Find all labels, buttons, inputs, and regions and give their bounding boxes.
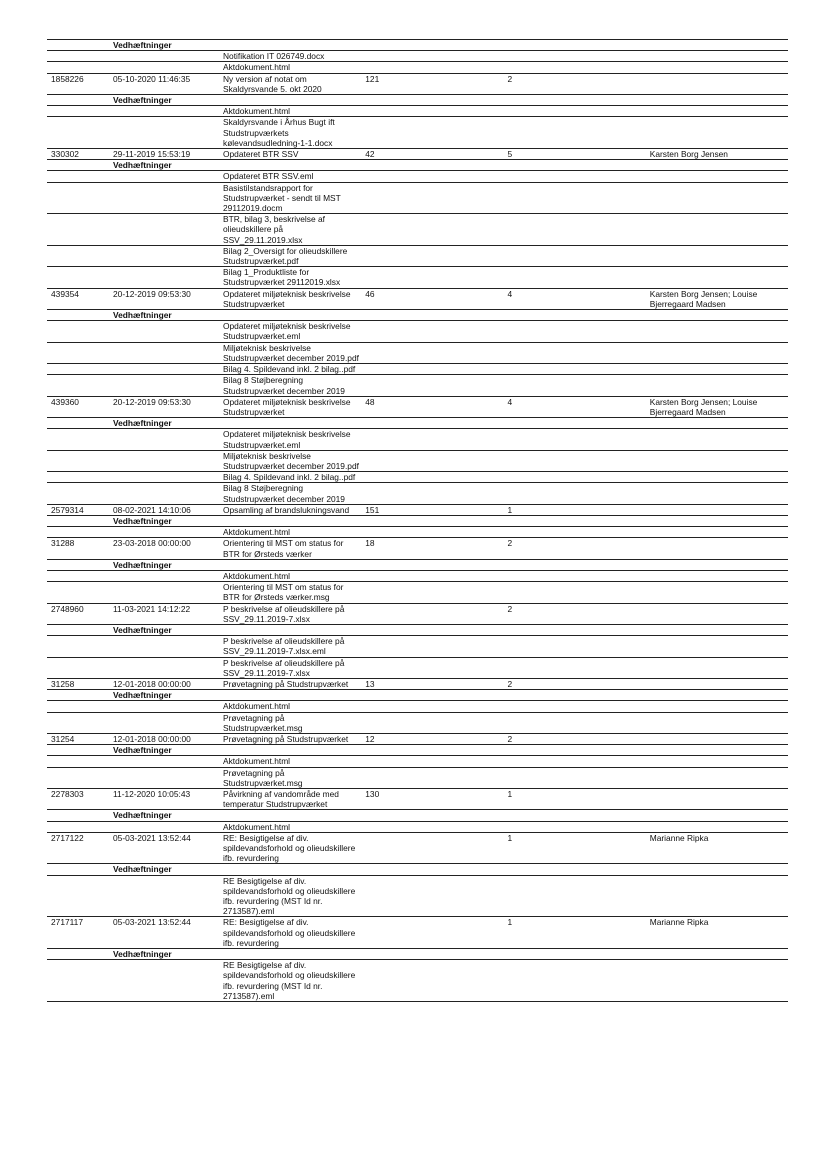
- record-title: Opdateret BTR SSV: [219, 149, 361, 160]
- attachment-row: [47, 767, 788, 788]
- attachment-filename[interactable]: P beskrivelse af olieudskillere på SSV_29.11.2019-7.xlsx.eml: [219, 636, 361, 657]
- empty-cell: [47, 245, 109, 266]
- empty-cell: [109, 51, 219, 62]
- record-persons: [646, 603, 788, 624]
- attachments-header-row: [47, 418, 788, 429]
- record-id: 31288: [47, 538, 109, 559]
- empty-cell: [109, 171, 219, 182]
- empty-cell: [109, 875, 219, 917]
- attachment-row: [47, 483, 788, 504]
- empty-cell: [109, 712, 219, 733]
- attachments-label: Vedhæftninger: [109, 745, 219, 756]
- empty-cell: [47, 864, 109, 875]
- empty-cell: [109, 342, 219, 363]
- empty-cell: [361, 117, 788, 149]
- empty-cell: [361, 472, 788, 483]
- empty-cell: [361, 960, 788, 1002]
- empty-cell: [109, 429, 219, 450]
- empty-cell: [47, 527, 109, 538]
- attachment-filename[interactable]: Orientering til MST om status for BTR for Ørsteds værker.msg: [219, 582, 361, 603]
- empty-cell: [361, 106, 788, 117]
- attachment-row: [47, 712, 788, 733]
- empty-cell: [47, 756, 109, 767]
- attachment-filename[interactable]: Opdateret BTR SSV.eml: [219, 171, 361, 182]
- attachment-filename[interactable]: Prøvetagning på Studstrupværket.msg: [219, 712, 361, 733]
- attachments-label: Vedhæftninger: [109, 95, 219, 106]
- record-persons: [646, 504, 788, 515]
- attachments-label: Vedhæftninger: [109, 690, 219, 701]
- empty-cell: [47, 364, 109, 375]
- empty-cell: [109, 245, 219, 266]
- records-table: [47, 40, 788, 1002]
- record-count: 1: [504, 789, 646, 810]
- document-sheet: [47, 39, 788, 1002]
- record-row: [47, 149, 788, 160]
- empty-cell: [47, 472, 109, 483]
- record-id: 1858226: [47, 73, 109, 94]
- record-pages: 46: [361, 288, 503, 309]
- record-id: 2717117: [47, 917, 109, 949]
- empty-cell: [47, 321, 109, 342]
- record-title: Påvirkning af vandområde med temperatur Studstrupværket: [219, 789, 361, 810]
- attachments-label: Vedhæftninger: [109, 810, 219, 821]
- record-id: 2579314: [47, 504, 109, 515]
- record-count: 4: [504, 288, 646, 309]
- attachments-header-row: [47, 810, 788, 821]
- record-persons: Karsten Borg Jensen; Louise Bjerregaard Madsen: [646, 396, 788, 417]
- record-pages: 42: [361, 149, 503, 160]
- attachment-filename[interactable]: Prøvetagning på Studstrupværket.msg: [219, 767, 361, 788]
- record-row: [47, 917, 788, 949]
- empty-cell: [361, 321, 788, 342]
- attachments-header-row: [47, 690, 788, 701]
- attachments-header-row: [47, 949, 788, 960]
- attachment-row: [47, 527, 788, 538]
- empty-cell: [361, 364, 788, 375]
- attachment-row: [47, 51, 788, 62]
- record-row: [47, 538, 788, 559]
- record-row: [47, 678, 788, 689]
- empty-cell: [219, 515, 788, 526]
- empty-cell: [361, 342, 788, 363]
- empty-cell: [361, 875, 788, 917]
- empty-cell: [109, 483, 219, 504]
- record-id: 2717122: [47, 832, 109, 864]
- empty-cell: [109, 214, 219, 246]
- empty-cell: [47, 559, 109, 570]
- empty-cell: [109, 117, 219, 149]
- empty-cell: [361, 636, 788, 657]
- record-date: 23-03-2018 00:00:00: [109, 538, 219, 559]
- attachment-row: [47, 582, 788, 603]
- record-title: P beskrivelse af olieudskillere på SSV_29.11.2019-7.xlsx: [219, 603, 361, 624]
- record-persons: Marianne Ripka: [646, 832, 788, 864]
- attachments-label: Vedhæftninger: [109, 559, 219, 570]
- empty-cell: [47, 701, 109, 712]
- empty-cell: [47, 745, 109, 756]
- empty-cell: [361, 657, 788, 678]
- attachment-filename[interactable]: Aktdokument.html: [219, 756, 361, 767]
- record-date: 11-03-2021 14:12:22: [109, 603, 219, 624]
- empty-cell: [47, 875, 109, 917]
- empty-cell: [361, 375, 788, 396]
- attachment-row: [47, 214, 788, 246]
- record-date: 08-02-2021 14:10:06: [109, 504, 219, 515]
- record-date: 12-01-2018 00:00:00: [109, 734, 219, 745]
- record-title: Ny version af notat om Skaldyrsvande 5. okt 2020: [219, 73, 361, 94]
- empty-cell: [47, 342, 109, 363]
- attachments-label: Vedhæftninger: [109, 864, 219, 875]
- attachment-filename[interactable]: RE Besigtigelse af div. spildevandsforhold og olieudskillere ifb. revurdering (MST Id nr. 2713587).eml: [219, 960, 361, 1002]
- record-id: 330302: [47, 149, 109, 160]
- empty-cell: [361, 429, 788, 450]
- record-id: 31254: [47, 734, 109, 745]
- attachments-header-row: [47, 95, 788, 106]
- empty-cell: [47, 117, 109, 149]
- record-title: Orientering til MST om status for BTR for Ørsteds værker: [219, 538, 361, 559]
- empty-cell: [47, 95, 109, 106]
- record-pages: [361, 603, 503, 624]
- empty-cell: [219, 40, 788, 51]
- attachments-label: Vedhæftninger: [109, 310, 219, 321]
- record-id: 439354: [47, 288, 109, 309]
- attachment-filename[interactable]: Aktdokument.html: [219, 527, 361, 538]
- attachment-row: [47, 429, 788, 450]
- record-pages: 121: [361, 73, 503, 94]
- empty-cell: [47, 690, 109, 701]
- empty-cell: [109, 450, 219, 471]
- empty-cell: [361, 756, 788, 767]
- empty-cell: [47, 712, 109, 733]
- empty-cell: [109, 756, 219, 767]
- record-count: 1: [504, 504, 646, 515]
- empty-cell: [109, 527, 219, 538]
- attachments-label: Vedhæftninger: [109, 624, 219, 635]
- empty-cell: [361, 171, 788, 182]
- record-count: 2: [504, 678, 646, 689]
- attachment-filename[interactable]: Opdateret miljøteknisk beskrivelse Studstrupværket.eml: [219, 321, 361, 342]
- record-title: RE: Besigtigelse af div. spildevandsforhold og olieudskillere ifb. revurdering: [219, 832, 361, 864]
- attachment-filename[interactable]: Aktdokument.html: [219, 106, 361, 117]
- empty-cell: [361, 182, 788, 214]
- record-date: 12-01-2018 00:00:00: [109, 678, 219, 689]
- attachment-row: [47, 342, 788, 363]
- empty-cell: [109, 960, 219, 1002]
- record-date: 05-10-2020 11:46:35: [109, 73, 219, 94]
- empty-cell: [109, 472, 219, 483]
- empty-cell: [361, 582, 788, 603]
- attachment-filename[interactable]: Aktdokument.html: [219, 570, 361, 581]
- record-title: Opdateret miljøteknisk beskrivelse Studstrupværket: [219, 396, 361, 417]
- record-persons: [646, 734, 788, 745]
- empty-cell: [47, 570, 109, 581]
- empty-cell: [361, 245, 788, 266]
- record-title: Opsamling af brandslukningsvand: [219, 504, 361, 515]
- record-persons: [646, 789, 788, 810]
- record-date: 29-11-2019 15:53:19: [109, 149, 219, 160]
- empty-cell: [219, 864, 788, 875]
- record-date: 20-12-2019 09:53:30: [109, 396, 219, 417]
- attachment-row: [47, 570, 788, 581]
- empty-cell: [47, 106, 109, 117]
- attachment-filename[interactable]: Bilag 2_Oversigt for olieudskillere Studstrupværket.pdf: [219, 245, 361, 266]
- empty-cell: [219, 810, 788, 821]
- empty-cell: [219, 559, 788, 570]
- attachment-row: [47, 171, 788, 182]
- empty-cell: [219, 745, 788, 756]
- attachment-filename[interactable]: P beskrivelse af olieudskillere på SSV_29.11.2019-7.xlsx: [219, 657, 361, 678]
- empty-cell: [47, 515, 109, 526]
- empty-cell: [47, 214, 109, 246]
- attachment-filename[interactable]: Aktdokument.html: [219, 701, 361, 712]
- attachment-row: [47, 321, 788, 342]
- record-count: 1: [504, 832, 646, 864]
- empty-cell: [47, 810, 109, 821]
- empty-cell: [47, 821, 109, 832]
- attachment-row: [47, 472, 788, 483]
- attachment-filename[interactable]: Opdateret miljøteknisk beskrivelse Studstrupværket.eml: [219, 429, 361, 450]
- empty-cell: [47, 160, 109, 171]
- empty-cell: [47, 182, 109, 214]
- empty-cell: [219, 949, 788, 960]
- record-row: [47, 396, 788, 417]
- empty-cell: [361, 767, 788, 788]
- attachment-filename[interactable]: RE Besigtigelse af div. spildevandsforhold og olieudskillere ifb. revurdering (MST Id nr. 2713587).eml: [219, 875, 361, 917]
- empty-cell: [219, 418, 788, 429]
- record-count: 2: [504, 734, 646, 745]
- empty-cell: [219, 310, 788, 321]
- attachments-header-row: [47, 160, 788, 171]
- empty-cell: [109, 657, 219, 678]
- attachment-filename[interactable]: Notifikation IT 026749.docx: [219, 51, 361, 62]
- record-row: [47, 504, 788, 515]
- empty-cell: [109, 582, 219, 603]
- empty-cell: [361, 527, 788, 538]
- record-persons: Karsten Borg Jensen: [646, 149, 788, 160]
- empty-cell: [47, 51, 109, 62]
- empty-cell: [361, 570, 788, 581]
- record-row: [47, 288, 788, 309]
- records-body: [47, 40, 788, 1002]
- record-pages: 12: [361, 734, 503, 745]
- record-persons: Marianne Ripka: [646, 917, 788, 949]
- empty-cell: [109, 267, 219, 288]
- empty-cell: [361, 701, 788, 712]
- empty-cell: [361, 267, 788, 288]
- empty-cell: [109, 821, 219, 832]
- record-count: 1: [504, 917, 646, 949]
- record-date: 05-03-2021 13:52:44: [109, 832, 219, 864]
- record-id: 2748960: [47, 603, 109, 624]
- empty-cell: [109, 767, 219, 788]
- attachments-label: Vedhæftninger: [109, 418, 219, 429]
- attachments-header-row: [47, 559, 788, 570]
- attachment-row: [47, 245, 788, 266]
- empty-cell: [361, 62, 788, 73]
- empty-cell: [109, 375, 219, 396]
- attachment-row: [47, 375, 788, 396]
- attachment-filename[interactable]: BTR, bilag 3, beskrivelse af olieudskillere på SSV_29.11.2019.xlsx: [219, 214, 361, 246]
- attachment-filename[interactable]: Miljøteknisk beskrivelse Studstrupværket december 2019.pdf: [219, 450, 361, 471]
- attachments-header-row: [47, 624, 788, 635]
- empty-cell: [47, 375, 109, 396]
- attachments-label: Vedhæftninger: [109, 515, 219, 526]
- empty-cell: [47, 450, 109, 471]
- attachment-row: [47, 106, 788, 117]
- attachment-row: [47, 821, 788, 832]
- record-date: 11-12-2020 10:05:43: [109, 789, 219, 810]
- empty-cell: [47, 418, 109, 429]
- attachment-row: [47, 756, 788, 767]
- attachment-row: [47, 701, 788, 712]
- empty-cell: [109, 364, 219, 375]
- record-id: 2278303: [47, 789, 109, 810]
- empty-cell: [47, 636, 109, 657]
- attachments-label: Vedhæftninger: [109, 160, 219, 171]
- empty-cell: [219, 160, 788, 171]
- empty-cell: [47, 960, 109, 1002]
- attachments-header-row: [47, 864, 788, 875]
- empty-cell: [47, 429, 109, 450]
- empty-cell: [109, 106, 219, 117]
- attachment-row: [47, 636, 788, 657]
- attachment-filename[interactable]: Bilag 4. Spildevand inkl. 2 bilag..pdf: [219, 364, 361, 375]
- record-row: [47, 603, 788, 624]
- record-pages: 18: [361, 538, 503, 559]
- record-persons: [646, 678, 788, 689]
- attachment-filename[interactable]: Bilag 4. Spildevand inkl. 2 bilag..pdf: [219, 472, 361, 483]
- record-pages: [361, 917, 503, 949]
- empty-cell: [47, 267, 109, 288]
- attachment-filename[interactable]: Bilag 8 Støjberegning Studstrupværket december 2019: [219, 375, 361, 396]
- attachments-label: Vedhæftninger: [109, 40, 219, 51]
- empty-cell: [361, 483, 788, 504]
- empty-cell: [109, 182, 219, 214]
- empty-cell: [47, 767, 109, 788]
- empty-cell: [47, 624, 109, 635]
- empty-cell: [361, 821, 788, 832]
- attachment-row: [47, 960, 788, 1002]
- attachments-header-row: [47, 310, 788, 321]
- record-count: 2: [504, 538, 646, 559]
- attachment-row: [47, 875, 788, 917]
- record-pages: 151: [361, 504, 503, 515]
- record-id: 439360: [47, 396, 109, 417]
- empty-cell: [361, 51, 788, 62]
- record-date: 20-12-2019 09:53:30: [109, 288, 219, 309]
- record-count: 2: [504, 603, 646, 624]
- attachment-row: [47, 450, 788, 471]
- record-pages: 48: [361, 396, 503, 417]
- record-pages: 130: [361, 789, 503, 810]
- record-date: 05-03-2021 13:52:44: [109, 917, 219, 949]
- empty-cell: [109, 570, 219, 581]
- record-count: 5: [504, 149, 646, 160]
- record-title: RE: Besigtigelse af div. spildevandsforhold og olieudskillere ifb. revurdering: [219, 917, 361, 949]
- empty-cell: [219, 624, 788, 635]
- record-pages: 13: [361, 678, 503, 689]
- attachment-filename[interactable]: Skaldyrsvande i Århus Bugt ift Studstrupværkets kølevandsudledning-1-1.docx: [219, 117, 361, 149]
- record-pages: [361, 832, 503, 864]
- empty-cell: [361, 712, 788, 733]
- attachment-row: [47, 657, 788, 678]
- attachments-label: Vedhæftninger: [109, 949, 219, 960]
- attachment-filename[interactable]: Aktdokument.html: [219, 62, 361, 73]
- attachments-header-row: [47, 745, 788, 756]
- attachment-row: [47, 62, 788, 73]
- empty-cell: [109, 321, 219, 342]
- record-title: Prøvetagning på Studstrupværket: [219, 678, 361, 689]
- record-persons: [646, 538, 788, 559]
- empty-cell: [109, 701, 219, 712]
- record-row: [47, 734, 788, 745]
- empty-cell: [361, 450, 788, 471]
- record-row: [47, 789, 788, 810]
- empty-cell: [361, 214, 788, 246]
- empty-cell: [109, 636, 219, 657]
- empty-cell: [47, 949, 109, 960]
- empty-cell: [219, 95, 788, 106]
- empty-cell: [109, 62, 219, 73]
- record-count: 2: [504, 73, 646, 94]
- record-title: Prøvetagning på Studstrupværket: [219, 734, 361, 745]
- empty-cell: [47, 62, 109, 73]
- empty-cell: [47, 582, 109, 603]
- attachment-row: [47, 267, 788, 288]
- attachment-filename[interactable]: Bilag 1_Produktliste for Studstrupværket 29112019.xlsx: [219, 267, 361, 288]
- record-row: [47, 832, 788, 864]
- attachment-filename[interactable]: Basistilstandsrapport for Studstrupværket - sendt til MST 29112019.docm: [219, 182, 361, 214]
- record-id: 31258: [47, 678, 109, 689]
- record-persons: [646, 73, 788, 94]
- empty-cell: [47, 310, 109, 321]
- attachment-row: [47, 182, 788, 214]
- attachment-row: [47, 117, 788, 149]
- empty-cell: [47, 657, 109, 678]
- record-row: [47, 73, 788, 94]
- record-persons: Karsten Borg Jensen; Louise Bjerregaard Madsen: [646, 288, 788, 309]
- attachment-row: [47, 364, 788, 375]
- attachments-header-row: [47, 515, 788, 526]
- record-title: Opdateret miljøteknisk beskrivelse Studstrupværket: [219, 288, 361, 309]
- record-count: 4: [504, 396, 646, 417]
- empty-cell: [47, 40, 109, 51]
- empty-cell: [47, 483, 109, 504]
- attachment-filename[interactable]: Bilag 8 Støjberegning Studstrupværket december 2019: [219, 483, 361, 504]
- empty-cell: [219, 690, 788, 701]
- attachment-filename[interactable]: Miljøteknisk beskrivelse Studstrupværket december 2019.pdf: [219, 342, 361, 363]
- empty-cell: [47, 171, 109, 182]
- attachments-header-row: [47, 40, 788, 51]
- attachment-filename[interactable]: Aktdokument.html: [219, 821, 361, 832]
